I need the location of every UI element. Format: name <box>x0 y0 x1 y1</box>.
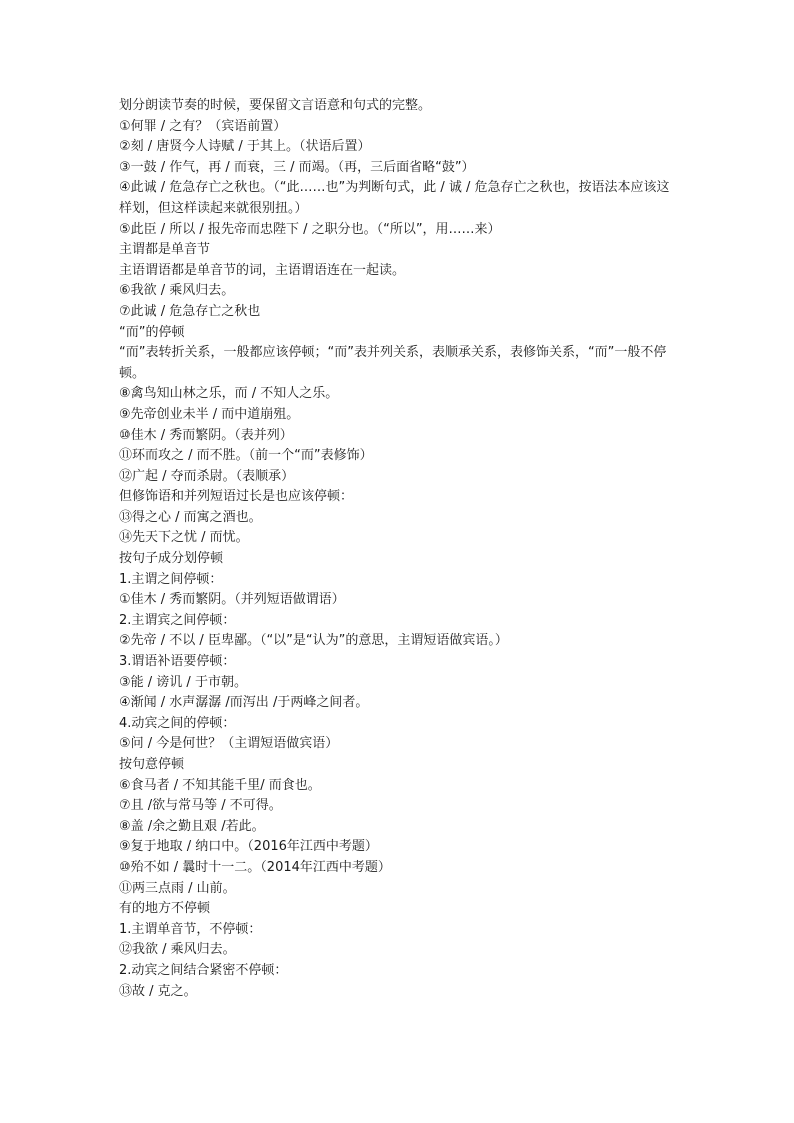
text-line: ②刻 / 唐贤今人诗赋 / 于其上。（状语后置） <box>119 139 371 155</box>
text-line: 4.动宾之间的停顿： <box>119 715 236 731</box>
text-line: ⑫广起 / 夺而杀尉。（表顺承） <box>119 468 295 484</box>
text-line: ⑩殆不如 / 曩时十一二。（2014年江西中考题） <box>119 859 391 875</box>
text-line: ①何罪 / 之有？（宾语前置） <box>119 118 287 134</box>
text-line: ⑥食马者 / 不知其能千里/ 而食也。 <box>119 777 321 793</box>
text-line: ②先帝 / 不以 / 臣卑鄙。（“以”是“认为”的意思，主谓短语做宾语。） <box>119 633 508 649</box>
text-line: 1.主谓之间停顿： <box>119 571 223 587</box>
text-line: ⑬得之心 / 而寓之酒也。 <box>119 509 262 525</box>
text-line: ⑪两三点雨 / 山前。 <box>119 880 236 896</box>
text-line: 3.谓语补语要停顿： <box>119 654 236 670</box>
text-line: ⑬故 / 克之。 <box>119 983 197 999</box>
text-line: ⑫我欲 / 乘风归去。 <box>119 942 236 958</box>
text-line: ⑪环而攻之 / 而不胜。（前一个“而”表修饰） <box>119 448 373 464</box>
text-line: ⑤此臣 / 所以 / 报先帝而忠陛下 / 之职分也。（“所以”，用……来） <box>119 221 501 237</box>
text-line: 2.动宾之间结合紧密不停顿： <box>119 962 288 978</box>
text-line: 主语谓语都是单音节的词，主语谓语连在一起读。 <box>119 262 406 278</box>
text-line: ③一鼓 / 作气，再 / 而衰，三 / 而竭。（再，三后面省略“鼓”） <box>119 159 475 175</box>
section-heading: 按句意停顿 <box>119 757 185 772</box>
text-line: 但修饰语和并列短语过长是也应该停顿： <box>119 489 354 505</box>
text-line: ⑥我欲 / 乘风归去。 <box>119 283 235 299</box>
section-heading: 有的地方不停顿 <box>119 901 211 917</box>
text-line: ⑭先天下之忧 / 而忧。 <box>119 530 249 546</box>
text-line: 划分朗读节奏的时候，要保留文言语意和句式的完整。 <box>119 98 432 113</box>
text-line: ⑦且 /欲与常马等 / 不可得。 <box>119 798 282 814</box>
section-heading: 主谓都是单音节 <box>119 242 211 258</box>
text-line: ⑤问 / 今是何世？（主谓短语做宾语） <box>119 736 339 752</box>
section-heading: 按句子成分划停顿 <box>119 551 224 567</box>
document-body <box>119 96 679 1002</box>
text-line: ⑩佳木 / 秀而繁阴。（表并列） <box>119 427 293 443</box>
text-line: 1.主谓单音节，不停顿： <box>119 921 262 937</box>
text-line: ⑦此诚 / 危急存亡之秋也 <box>119 303 261 319</box>
text-line: ⑨复于地取 / 纳口中。（2016年江西中考题） <box>119 839 378 855</box>
text-line: ⑧禽鸟知山林之乐，而 / 不知人之乐。 <box>119 386 339 402</box>
text-line: ⑧盖 /余之勤且艰 /若此。 <box>119 818 265 834</box>
text-line: “而”表转折关系，一般都应该停顿；“而”表并列关系，表顺承关系，表修饰关系，“而”一般不停顿。 <box>119 345 667 381</box>
text-line: ④渐闻 / 水声潺潺 /而泻出 /于两峰之间者。 <box>119 695 369 711</box>
text-line: ①佳木 / 秀而繁阴。（并列短语做谓语） <box>119 592 345 608</box>
text-line: ④此诚 / 危急存亡之秋也。（“此……也”为判断句式，此 / 诚 / 危急存亡之秋也，按语法本应该这样划，但这样读起来就很别扭。） <box>119 180 670 216</box>
text-line: ⑨先帝创业未半 / 而中道崩殂。 <box>119 406 300 422</box>
section-heading: “而”的停顿 <box>119 324 185 340</box>
text-line: ③能 / 谤讥 / 于市朝。 <box>119 674 247 690</box>
text-line: 2.主谓宾之间停顿： <box>119 612 236 628</box>
